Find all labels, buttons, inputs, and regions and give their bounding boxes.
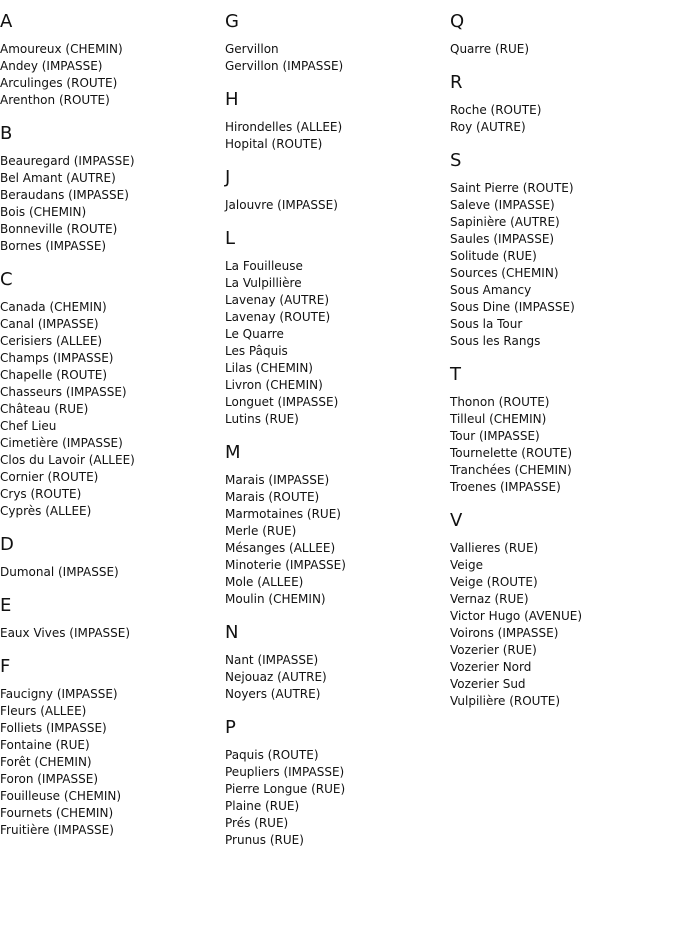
index-column-2 bbox=[225, 11, 447, 863]
letter-heading: D bbox=[0, 534, 14, 555]
street-link[interactable]: Jalouvre (IMPASSE) bbox=[225, 198, 338, 212]
street-link[interactable]: Longuet (IMPASSE) bbox=[225, 395, 339, 409]
street-link[interactable]: Vozerier Nord bbox=[450, 660, 532, 674]
street-link[interactable]: Sous la Tour bbox=[450, 317, 523, 331]
street-link[interactable]: Château (RUE) bbox=[0, 402, 89, 416]
letter-section-t bbox=[450, 364, 672, 496]
street-link[interactable]: Beraudans (IMPASSE) bbox=[0, 188, 129, 202]
letter-section-f bbox=[0, 656, 222, 839]
street-link[interactable]: Forêt (CHEMIN) bbox=[0, 755, 92, 769]
street-link[interactable]: Roy (AUTRE) bbox=[450, 120, 526, 134]
street-link[interactable]: Roche (ROUTE) bbox=[450, 103, 542, 117]
street-link[interactable]: Peupliers (IMPASSE) bbox=[225, 765, 345, 779]
street-link[interactable]: Prunus (RUE) bbox=[225, 833, 304, 847]
letter-heading: V bbox=[450, 510, 463, 531]
letter-heading: P bbox=[225, 717, 236, 738]
street-link[interactable]: Hirondelles (ALLEE) bbox=[225, 120, 343, 134]
street-link[interactable]: Lutins (RUE) bbox=[225, 412, 299, 426]
index-column-1 bbox=[0, 11, 222, 853]
street-link[interactable]: Lavenay (AUTRE) bbox=[225, 293, 330, 307]
street-link[interactable]: Sous Dine (IMPASSE) bbox=[450, 300, 575, 314]
street-link[interactable]: Fruitière (IMPASSE) bbox=[0, 823, 114, 837]
letter-section-c bbox=[0, 269, 222, 520]
letter-section-l bbox=[225, 228, 447, 428]
street-link[interactable]: Les Pâquis bbox=[225, 344, 288, 358]
letter-heading: E bbox=[0, 595, 12, 616]
letter-heading: J bbox=[225, 167, 231, 188]
street-link[interactable]: Vulpilière (ROUTE) bbox=[450, 694, 561, 708]
street-link[interactable]: Quarre (RUE) bbox=[450, 42, 530, 56]
street-link[interactable]: Dumonal (IMPASSE) bbox=[0, 565, 119, 579]
street-link[interactable]: Sous les Rangs bbox=[450, 334, 541, 348]
street-link[interactable]: Nant (IMPASSE) bbox=[225, 653, 319, 667]
street-link[interactable]: Tilleul (CHEMIN) bbox=[450, 412, 547, 426]
letter-heading: T bbox=[450, 364, 461, 385]
street-link[interactable]: La Fouilleuse bbox=[225, 259, 303, 273]
letter-heading: H bbox=[225, 89, 239, 110]
street-link[interactable]: Solitude (RUE) bbox=[450, 249, 537, 263]
street-link[interactable]: Plaine (RUE) bbox=[225, 799, 300, 813]
street-link[interactable]: Andey (IMPASSE) bbox=[0, 59, 103, 73]
street-link[interactable]: Vozerier (RUE) bbox=[450, 643, 537, 657]
street-link[interactable]: Lavenay (ROUTE) bbox=[225, 310, 331, 324]
letter-section-q bbox=[450, 11, 672, 58]
street-link[interactable]: Mésanges (ALLEE) bbox=[225, 541, 336, 555]
street-link[interactable]: Saleve (IMPASSE) bbox=[450, 198, 555, 212]
street-link[interactable]: Merle (RUE) bbox=[225, 524, 297, 538]
street-link[interactable]: Sous Amancy bbox=[450, 283, 532, 297]
street-link[interactable]: Beauregard (IMPASSE) bbox=[0, 154, 135, 168]
street-link[interactable]: Fournets (CHEMIN) bbox=[0, 806, 114, 820]
letter-section-r bbox=[450, 72, 672, 136]
street-link[interactable]: Bel Amant (AUTRE) bbox=[0, 171, 116, 185]
letter-section-e bbox=[0, 595, 222, 642]
letter-heading: R bbox=[450, 72, 463, 93]
street-link[interactable]: Bonneville (ROUTE) bbox=[0, 222, 118, 236]
street-link[interactable]: Canada (CHEMIN) bbox=[0, 300, 107, 314]
letter-section-v bbox=[450, 510, 672, 710]
street-link[interactable]: Champs (IMPASSE) bbox=[0, 351, 114, 365]
street-link[interactable]: Sources (CHEMIN) bbox=[450, 266, 559, 280]
street-link[interactable]: Le Quarre bbox=[225, 327, 284, 341]
street-link[interactable]: Foron (IMPASSE) bbox=[0, 772, 98, 786]
street-link[interactable]: Mole (ALLEE) bbox=[225, 575, 304, 589]
letter-heading: L bbox=[225, 228, 236, 249]
street-link[interactable]: Veige bbox=[450, 558, 483, 572]
street-link[interactable]: Faucigny (IMPASSE) bbox=[0, 687, 118, 701]
street-link[interactable]: Marais (ROUTE) bbox=[225, 490, 320, 504]
letter-section-a bbox=[0, 11, 222, 109]
street-link[interactable]: Pierre Longue (RUE) bbox=[225, 782, 346, 796]
letter-section-s bbox=[450, 150, 672, 350]
street-link[interactable]: Nejouaz (AUTRE) bbox=[225, 670, 327, 684]
street-link[interactable]: Marmotaines (RUE) bbox=[225, 507, 341, 521]
street-link[interactable]: Cornier (ROUTE) bbox=[0, 470, 99, 484]
street-link[interactable]: Saint Pierre (ROUTE) bbox=[450, 181, 574, 195]
street-link[interactable]: Voirons (IMPASSE) bbox=[450, 626, 559, 640]
letter-heading: G bbox=[225, 11, 239, 32]
street-link[interactable]: Eaux Vives (IMPASSE) bbox=[0, 626, 131, 640]
street-link[interactable]: Gervillon (IMPASSE) bbox=[225, 59, 344, 73]
street-link[interactable]: Amoureux (CHEMIN) bbox=[0, 42, 123, 56]
street-link[interactable]: Vozerier Sud bbox=[450, 677, 526, 691]
letter-heading: A bbox=[0, 11, 13, 32]
street-link[interactable]: Clos du Lavoir (ALLEE) bbox=[0, 453, 135, 467]
street-link[interactable]: Tranchées (CHEMIN) bbox=[450, 463, 572, 477]
index-column-3 bbox=[450, 11, 672, 724]
letter-section-m bbox=[225, 442, 447, 608]
letter-heading: Q bbox=[450, 11, 465, 32]
street-link[interactable]: Vallieres (RUE) bbox=[450, 541, 539, 555]
street-link[interactable]: Victor Hugo (AVENUE) bbox=[450, 609, 583, 623]
street-link[interactable]: Fontaine (RUE) bbox=[0, 738, 90, 752]
street-link[interactable]: Veige (ROUTE) bbox=[450, 575, 538, 589]
street-link[interactable]: Prés (RUE) bbox=[225, 816, 289, 830]
letter-heading: N bbox=[225, 622, 239, 643]
letter-heading: B bbox=[0, 123, 13, 144]
street-link[interactable]: Chef Lieu bbox=[0, 419, 57, 433]
street-link[interactable]: Marais (IMPASSE) bbox=[225, 473, 330, 487]
street-link[interactable]: Saules (IMPASSE) bbox=[450, 232, 555, 246]
street-link[interactable]: Tournelette (ROUTE) bbox=[450, 446, 573, 460]
street-link[interactable]: Arenthon (ROUTE) bbox=[0, 93, 110, 107]
street-link[interactable]: Minoterie (IMPASSE) bbox=[225, 558, 346, 572]
street-link[interactable]: Gervillon bbox=[225, 42, 279, 56]
street-link[interactable]: Lilas (CHEMIN) bbox=[225, 361, 313, 375]
street-link[interactable]: Crys (ROUTE) bbox=[0, 487, 82, 501]
street-link[interactable]: Canal (IMPASSE) bbox=[0, 317, 99, 331]
street-link[interactable]: Paquis (ROUTE) bbox=[225, 748, 319, 762]
street-link[interactable]: Fouilleuse (CHEMIN) bbox=[0, 789, 122, 803]
street-link[interactable]: Tour (IMPASSE) bbox=[450, 429, 540, 443]
street-link[interactable]: La Vulpillière bbox=[225, 276, 302, 290]
letter-heading: S bbox=[450, 150, 462, 171]
letter-section-h bbox=[225, 89, 447, 153]
letter-heading: F bbox=[0, 656, 11, 677]
street-link[interactable]: Cimetière (IMPASSE) bbox=[0, 436, 123, 450]
letter-section-n bbox=[225, 622, 447, 703]
street-link[interactable]: Fleurs (ALLEE) bbox=[0, 704, 87, 718]
street-link[interactable]: Vernaz (RUE) bbox=[450, 592, 529, 606]
street-link[interactable]: Troenes (IMPASSE) bbox=[450, 480, 561, 494]
street-link[interactable]: Thonon (ROUTE) bbox=[450, 395, 550, 409]
letter-section-g bbox=[225, 11, 447, 75]
street-link[interactable]: Livron (CHEMIN) bbox=[225, 378, 323, 392]
street-link[interactable]: Bornes (IMPASSE) bbox=[0, 239, 107, 253]
letter-heading: C bbox=[0, 269, 13, 290]
street-link[interactable]: Hopital (ROUTE) bbox=[225, 137, 323, 151]
street-link[interactable]: Folliets (IMPASSE) bbox=[0, 721, 107, 735]
letter-section-p bbox=[225, 717, 447, 849]
street-link[interactable]: Moulin (CHEMIN) bbox=[225, 592, 326, 606]
street-link[interactable]: Arculinges (ROUTE) bbox=[0, 76, 118, 90]
street-link[interactable]: Chasseurs (IMPASSE) bbox=[0, 385, 127, 399]
street-link[interactable]: Bois (CHEMIN) bbox=[0, 205, 87, 219]
letter-section-d bbox=[0, 534, 222, 581]
street-link[interactable]: Cyprès (ALLEE) bbox=[0, 504, 92, 518]
letter-heading: M bbox=[225, 442, 241, 463]
letter-section-b bbox=[0, 123, 222, 255]
street-link[interactable]: Chapelle (ROUTE) bbox=[0, 368, 108, 382]
street-link[interactable]: Noyers (AUTRE) bbox=[225, 687, 321, 701]
street-link[interactable]: Sapinière (AUTRE) bbox=[450, 215, 560, 229]
street-link[interactable]: Cerisiers (ALLEE) bbox=[0, 334, 103, 348]
letter-section-j bbox=[225, 167, 447, 214]
